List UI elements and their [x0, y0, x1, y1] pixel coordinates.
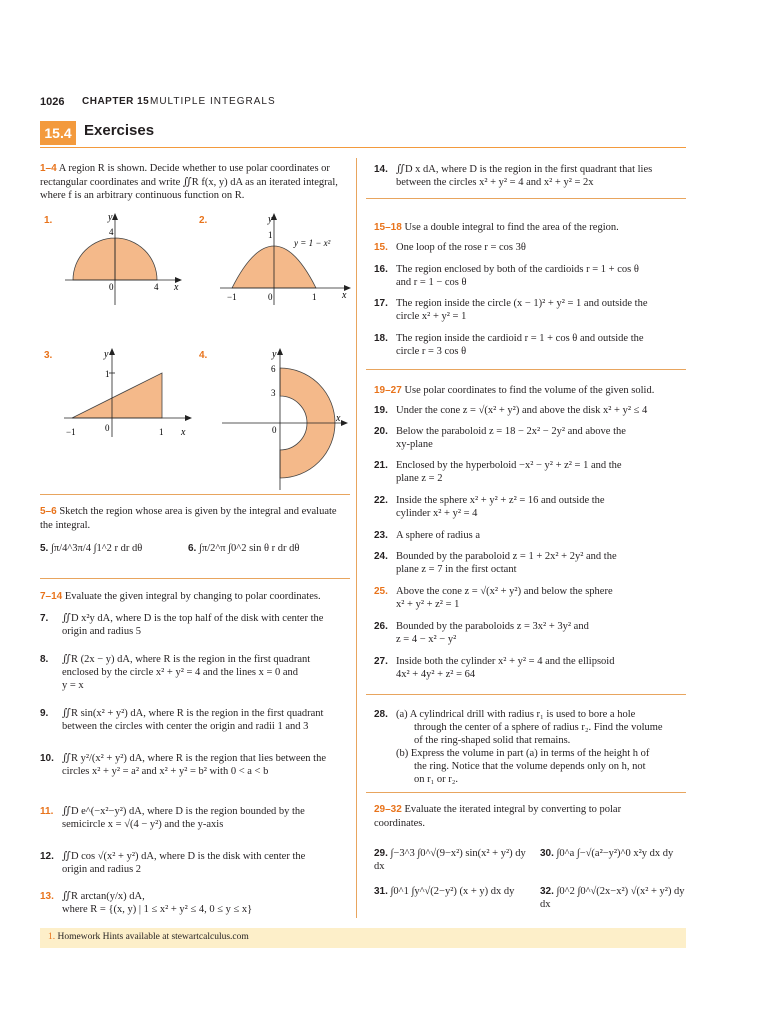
graph-3-right: 1 — [159, 427, 164, 437]
exercise-32: 32. ∫0^2 ∫0^√(2x−x²) √(x² + y²) dy dx — [540, 886, 685, 910]
graph-2-top: 1 — [268, 230, 273, 240]
graph-4 — [212, 345, 352, 495]
graph-4-y: y — [272, 349, 277, 360]
graph-1 — [60, 210, 185, 310]
chapter-label: CHAPTER 15 — [82, 96, 150, 107]
section-number-badge: 15.4 — [40, 121, 76, 145]
exercise-10: 10. ∬R y²/(x² + y²) dA, where R is the region that lies between the circles x² + y² = a² and x² + y² = b² with 0 < a < b — [40, 753, 326, 777]
exercise-30: 30. ∫0^a ∫−√(a²−y²)^0 x²y dx dy — [540, 848, 674, 859]
exercise-9: 9. ∬R sin(x² + y²) dA, where R is the region in the first quadrant between the circles with center the origin and radii 1 and 3 — [40, 708, 324, 732]
exercise-27: 27. Inside both the cylinder x² + y² = 4 and the ellipsoid 4x² + 4y² + z² = 64 — [374, 656, 615, 680]
page-number: 1026 — [40, 96, 65, 108]
exercise-15: 15. One loop of the rose r = cos 3θ — [374, 242, 526, 253]
graph-2-label: 2. — [199, 215, 208, 226]
graph-3-origin: 0 — [105, 423, 110, 433]
graph-2-left: −1 — [227, 292, 237, 302]
exercise-26: 26. Bounded by the paraboloids z = 3x² + 3y² and z = 4 − x² − y² — [374, 621, 589, 645]
graph-1-label: 1. — [44, 215, 53, 226]
graph-2-eq: y = 1 − x² — [294, 238, 331, 248]
section-title: Exercises — [84, 122, 155, 139]
exercise-7: 7. ∬D x²y dA, where D is the top half of the disk with center the origin and radius 5 — [40, 613, 324, 637]
graph-2-x: x — [342, 290, 347, 301]
rule-after-18 — [366, 369, 686, 370]
column-divider — [356, 158, 357, 918]
graph-4-origin: 0 — [272, 425, 277, 435]
graph-1-top: 4 — [109, 227, 114, 237]
exercise-14: 14. ∬D x dA, where D is the region in the first quadrant that lies between the circles x² + y² = 4 and x² + y² = 2x — [374, 164, 653, 188]
intro-29-32: 29–32 Evaluate the iterated integral by converting to polar coordinates. — [374, 804, 622, 829]
exercise-11: 11. ∬D e^(−x²−y²) dA, where D is the region bounded by the semicircle x = √(4 − y²) and the y-axis — [40, 806, 305, 830]
section-rule — [40, 147, 686, 148]
exercise-24: 24. Bounded by the paraboloid z = 1 + 2x² + 2y² and the plane z = 7 in the first octant — [374, 551, 617, 575]
rule-after-14 — [366, 198, 686, 199]
intro-5-6: 5–6 Sketch the region whose area is given by the integral and evaluate the integral. — [40, 506, 337, 531]
graph-1-y: y — [108, 212, 113, 223]
exercise-16: 16. The region enclosed by both of the cardioids r = 1 + cos θ and r = 1 − cos θ — [374, 264, 639, 288]
intro-7-14: 7–14 Evaluate the given integral by changing to polar coordinates. — [40, 591, 321, 602]
exercise-20: 20. Below the paraboloid z = 18 − 2x² − 2y² and above the xy-plane — [374, 426, 626, 450]
exercise-12: 12. ∬D cos √(x² + y²) dA, where D is the disk with center the origin and radius 2 — [40, 851, 306, 875]
graph-2-y: y — [268, 214, 273, 225]
exercise-13: 13. ∬R arctan(y/x) dA, where R = {(x, y) | 1 ≤ x² + y² ≤ 4, 0 ≤ y ≤ x} — [40, 891, 253, 915]
graph-3-label: 3. — [44, 350, 53, 361]
rule-after-graphs — [40, 494, 350, 495]
intro-1-4: 1–4 A region R is shown. Decide whether to use polar coordinates or rectangular coordinates and write ∬R f(x, y) dA as an iterated integral, where f is an arbitrary continuous function on R. — [40, 163, 338, 201]
exercise-21: 21. Enclosed by the hyperboloid −x² − y² + z² = 1 and the plane z = 2 — [374, 460, 622, 484]
graph-1-x: x — [174, 282, 179, 293]
graph-1-origin: 0 — [109, 282, 114, 292]
graph-3-x: x — [181, 427, 186, 438]
graph-2-origin: 0 — [268, 292, 273, 302]
graph-4-label: 4. — [199, 350, 208, 361]
graph-4-mid: 3 — [271, 388, 276, 398]
graph-4-x: x — [336, 413, 341, 424]
graph-2 — [212, 210, 352, 310]
graph-3 — [60, 345, 195, 445]
graph-3-y: y — [104, 349, 109, 360]
rule-after-27 — [366, 694, 686, 695]
exercise-31: 31. ∫0^1 ∫y^√(2−y²) (x + y) dx dy — [374, 886, 515, 897]
exercise-19: 19. Under the cone z = √(x² + y²) and above the disk x² + y² ≤ 4 — [374, 405, 648, 416]
exercise-28: 28. (a) A cylindrical drill with radius r₁ is used to bore a hole through the center of a sphere of radius r₂. Find the volume of the ring-shaped solid that remains. (b) Express the volume in part (a) in terms of the height h of the ring. Notice that the volume depends only on h, not on r₁ or r₂. — [374, 709, 663, 785]
graph-3-left: −1 — [66, 427, 76, 437]
exercise-8: 8. ∬R (2x − y) dA, where R is the region in the first quadrant enclosed by the circle x² + y² = 4 and the lines x = 0 and y = x — [40, 654, 311, 691]
graph-1-right: 4 — [154, 282, 159, 292]
chapter-title: MULTIPLE INTEGRALS — [150, 96, 276, 107]
rule-after-28 — [366, 792, 686, 793]
graph-2-right: 1 — [312, 292, 317, 302]
graph-4-top: 6 — [271, 364, 276, 374]
exercise-29: 29. ∫−3^3 ∫0^√(9−x²) sin(x² + y²) dy dx — [374, 848, 526, 872]
exercise-17: 17. The region inside the circle (x − 1)² + y² = 1 and outside the circle x² + y² = 1 — [374, 298, 648, 322]
exercise-22: 22. Inside the sphere x² + y² + z² = 16 and outside the cylinder x² + y² = 4 — [374, 495, 605, 519]
exercise-6: 6. ∫π/2^π ∫0^2 sin θ r dr dθ — [188, 543, 300, 554]
footer-hint: 1. Homework Hints available at stewartcalculus.com — [48, 932, 249, 942]
exercise-18: 18. The region inside the cardioid r = 1 + cos θ and outside the circle r = 3 cos θ — [374, 333, 644, 357]
graph-3-top: 1 — [105, 369, 110, 379]
intro-15-18: 15–18 Use a double integral to find the area of the region. — [374, 222, 619, 233]
exercise-5: 5. ∫π/4^3π/4 ∫1^2 r dr dθ — [40, 543, 143, 554]
exercise-25: 25. Above the cone z = √(x² + y²) and below the sphere x² + y² + z² = 1 — [374, 586, 613, 610]
rule-after-5-6 — [40, 578, 350, 579]
exercise-23: 23. A sphere of radius a — [374, 530, 480, 541]
intro-19-27: 19–27 Use polar coordinates to find the volume of the given solid. — [374, 385, 655, 396]
